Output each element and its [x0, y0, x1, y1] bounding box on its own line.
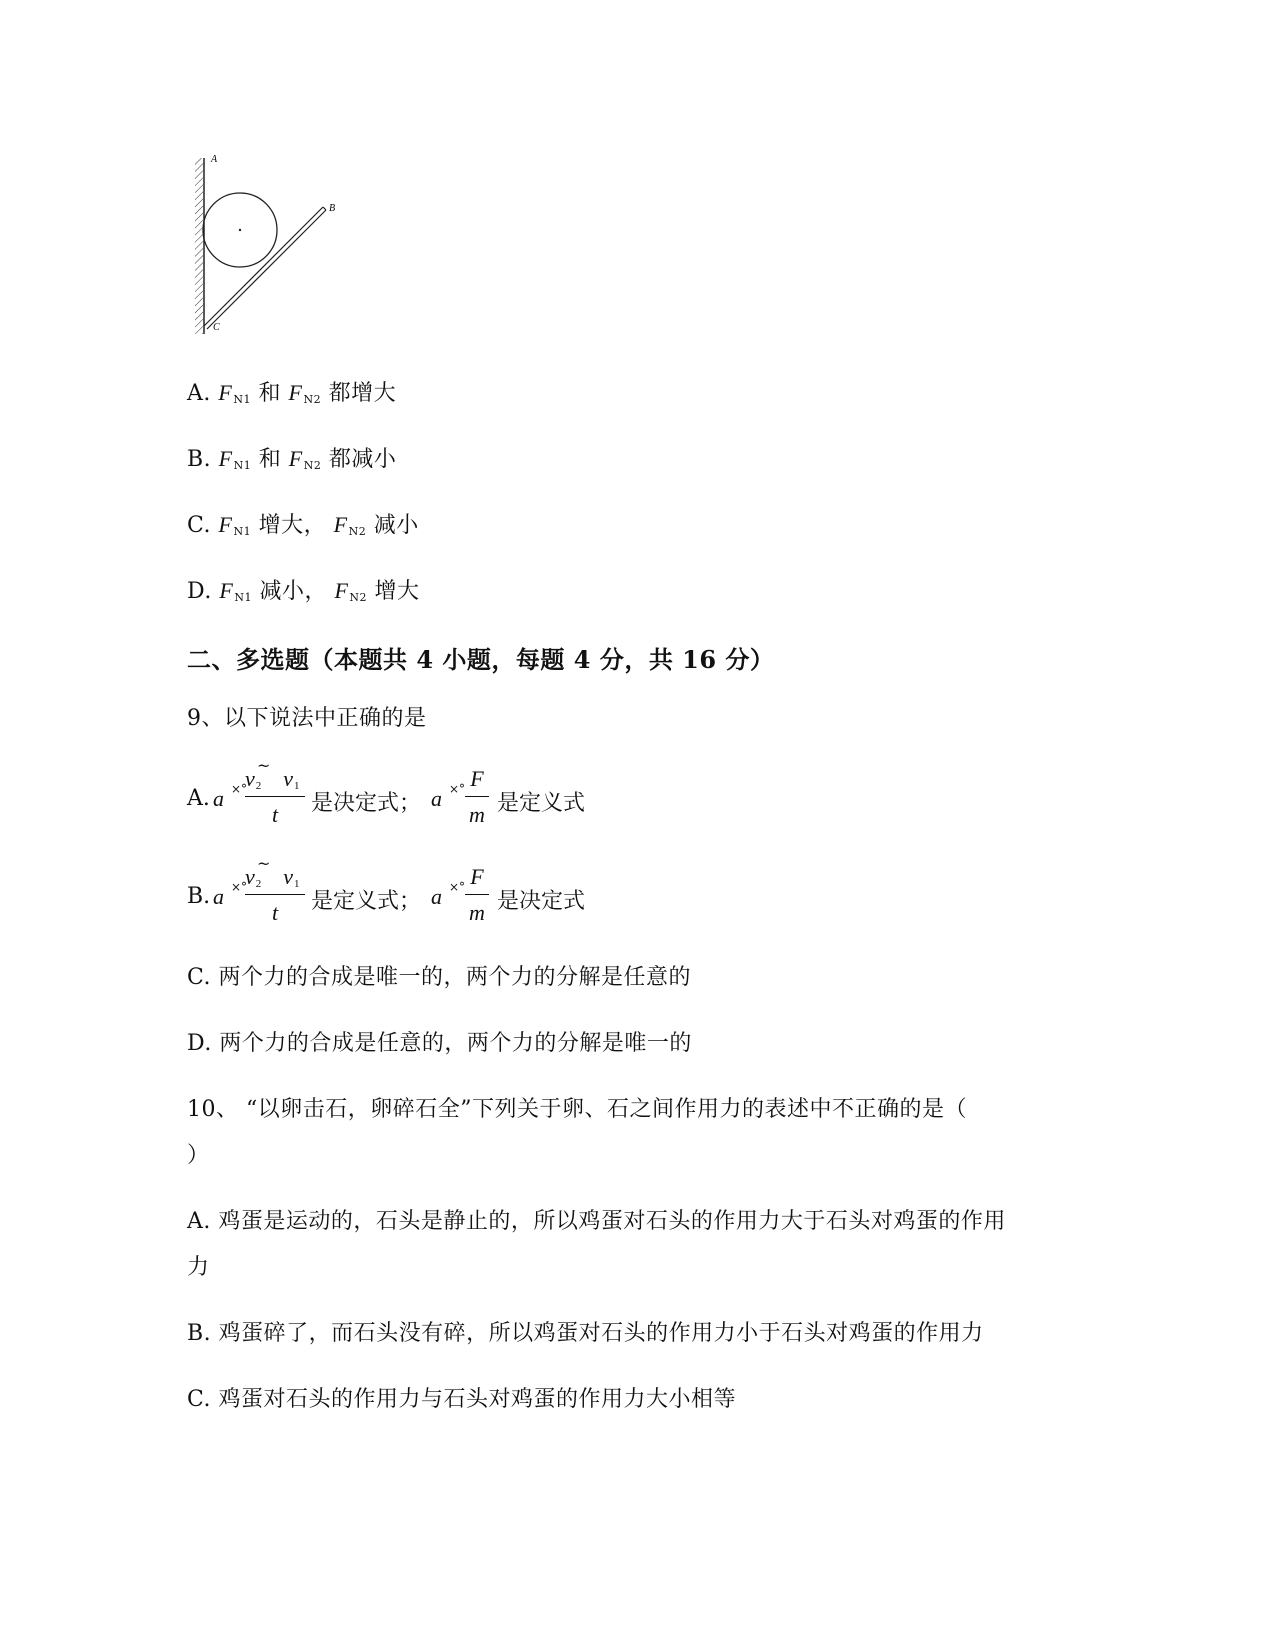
wall-sphere-board-diagram: [195, 150, 355, 350]
wall-hatching: [195, 158, 203, 334]
board-end: [323, 207, 326, 210]
q9-a-fraction-2: F m: [465, 766, 489, 836]
board-edge-1: [204, 207, 323, 326]
q9-a-fraction-1: ~ $v_2$ $v_1$ t: [245, 766, 305, 836]
sphere-center: [239, 229, 241, 231]
section-heading: 二、多选题（本题共 4 小题，每题 4 分，共 16 分）: [187, 645, 775, 674]
q8-option-a: A. $F_{N1}$ 和 $F_{N2}$ 都增大: [187, 380, 397, 406]
board-edge-2: [207, 210, 326, 329]
q9-stem: 9、以下说法中正确的是: [187, 706, 427, 731]
label-a: A: [211, 154, 218, 165]
q10-stem-line2: ）: [187, 1143, 210, 1168]
q9-option-d: D. 两个力的合成是任意的，两个力的分解是唯一的: [187, 1031, 692, 1056]
q9-option-a: A. a ×° ~ $v_2$ $v_1$ t 是决定式； a ×° F m 是定义式: [187, 766, 787, 836]
q10-option-a-line1: A. 鸡蛋是运动的，石头是静止的，所以鸡蛋对石头的作用力大于石头对鸡蛋的作用: [187, 1209, 1006, 1234]
q10-stem-line1: 10、 “以卵击石，卵碎石全”下列关于卵、石之间作用力的表述中不正确的是（: [187, 1097, 967, 1122]
label-c: C: [213, 322, 220, 333]
label-b: B: [329, 203, 336, 214]
q9-b-fraction-2: F m: [465, 864, 489, 934]
q8-option-d: D. $F_{N1}$ 减小， $F_{N2}$ 增大: [187, 578, 420, 604]
q9-option-c: C. 两个力的合成是唯一的，两个力的分解是任意的: [187, 965, 692, 990]
q8-option-b: B. $F_{N1}$ 和 $F_{N2}$ 都减小: [187, 446, 397, 472]
q8-option-c: C. $F_{N1}$ 增大， $F_{N2}$ 减小: [187, 512, 419, 538]
q9-b-fraction-1: ~ $v_2$ $v_1$ t: [245, 864, 305, 934]
q9-option-b: B. a ×° ~ $v_2$ $v_1$ t 是定义式； a ×° F m 是决定式: [187, 864, 787, 934]
q10-option-a-line2: 力: [187, 1255, 210, 1280]
q10-option-c: C. 鸡蛋对石头的作用力与石头对鸡蛋的作用力大小相等: [187, 1387, 737, 1412]
q10-option-b: B. 鸡蛋碎了，而石头没有碎，所以鸡蛋对石头的作用力小于石头对鸡蛋的作用力: [187, 1321, 984, 1346]
